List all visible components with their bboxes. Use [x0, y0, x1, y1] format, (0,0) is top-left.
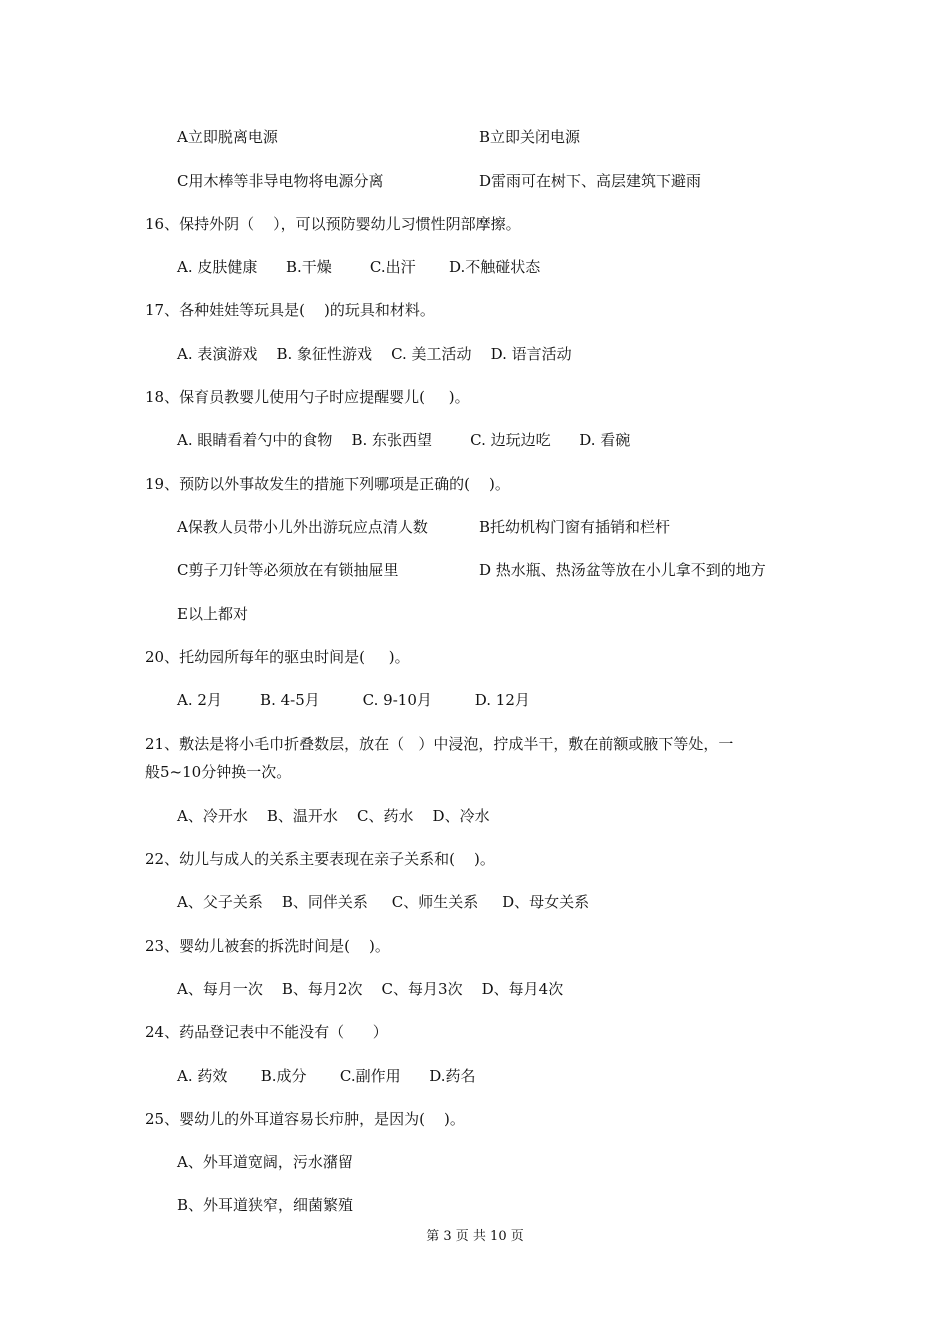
q16-options: A. 皮肤健康 B.干燥 C.出汗 D.不触碰状态 [177, 258, 541, 276]
q19-option-b: B托幼机构门窗有插销和栏杆 [479, 518, 671, 536]
q24-text: 24、药品登记表中不能没有（ ） [145, 1023, 388, 1041]
q16-text: 16、保持外阴（ ），可以预防婴幼儿习惯性阴部摩擦。 [145, 215, 521, 233]
q21-options: A、冷开水 B、温开水 C、药水 D、冷水 [177, 807, 490, 825]
q17-options: A. 表演游戏 B. 象征性游戏 C. 美工活动 D. 语言活动 [177, 345, 572, 363]
q20-text: 20、托幼园所每年的驱虫时间是( )。 [145, 648, 410, 666]
q21-text-line2: 般5~10分钟换一次。 [145, 763, 292, 781]
q18-text: 18、保育员教婴儿使用勺子时应提醒婴儿( )。 [145, 388, 470, 406]
q24-options: A. 药效 B.成分 C.副作用 D.药名 [177, 1067, 476, 1085]
q15-option-b: B立即关闭电源 [479, 128, 581, 146]
q25-text: 25、婴幼儿的外耳道容易长疖肿，是因为( )。 [145, 1110, 465, 1128]
q22-text: 22、幼儿与成人的关系主要表现在亲子关系和( )。 [145, 850, 495, 868]
q19-option-e: E以上都对 [177, 605, 248, 623]
page-number: 第 3 页 共 10 页 [426, 1229, 524, 1244]
q25-option-a: A、外耳道宽阔，污水潴留 [177, 1153, 353, 1171]
q20-options: A. 2月 B. 4-5月 C. 9-10月 D. 12月 [177, 691, 530, 709]
q15-option-a: A立即脱离电源 [177, 128, 278, 146]
q19-text: 19、预防以外事故发生的措施下列哪项是正确的( )。 [145, 475, 510, 493]
q15-option-d: D雷雨可在树下、高层建筑下避雨 [479, 172, 702, 190]
q17-text: 17、各种娃娃等玩具是( )的玩具和材料。 [145, 301, 435, 319]
q15-option-c: C用木棒等非导电物将电源分离 [177, 172, 384, 190]
q19-option-a: A保教人员带小儿外出游玩应点清人数 [177, 518, 428, 536]
q21-text-line1: 21、敷法是将小毛巾折叠数层，放在（ ）中浸泡，拧成半干，敷在前额或腋下等处，一 [145, 735, 734, 753]
q23-options: A、每月一次 B、每月2次 C、每月3次 D、每月4次 [177, 980, 564, 998]
q19-option-c: C剪子刀针等必须放在有锁抽屉里 [177, 561, 399, 579]
q18-options: A. 眼睛看着勺中的食物 B. 东张西望 C. 边玩边吃 D. 看碗 [177, 431, 631, 449]
q25-option-b: B、外耳道狭窄，细菌繁殖 [177, 1196, 354, 1214]
q19-option-d: D 热水瓶、热汤盆等放在小儿拿不到的地方 [479, 561, 766, 579]
q23-text: 23、婴幼儿被套的拆洗时间是( )。 [145, 937, 390, 955]
q22-options: A、父子关系 B、同伴关系 C、师生关系 D、母女关系 [177, 893, 590, 911]
